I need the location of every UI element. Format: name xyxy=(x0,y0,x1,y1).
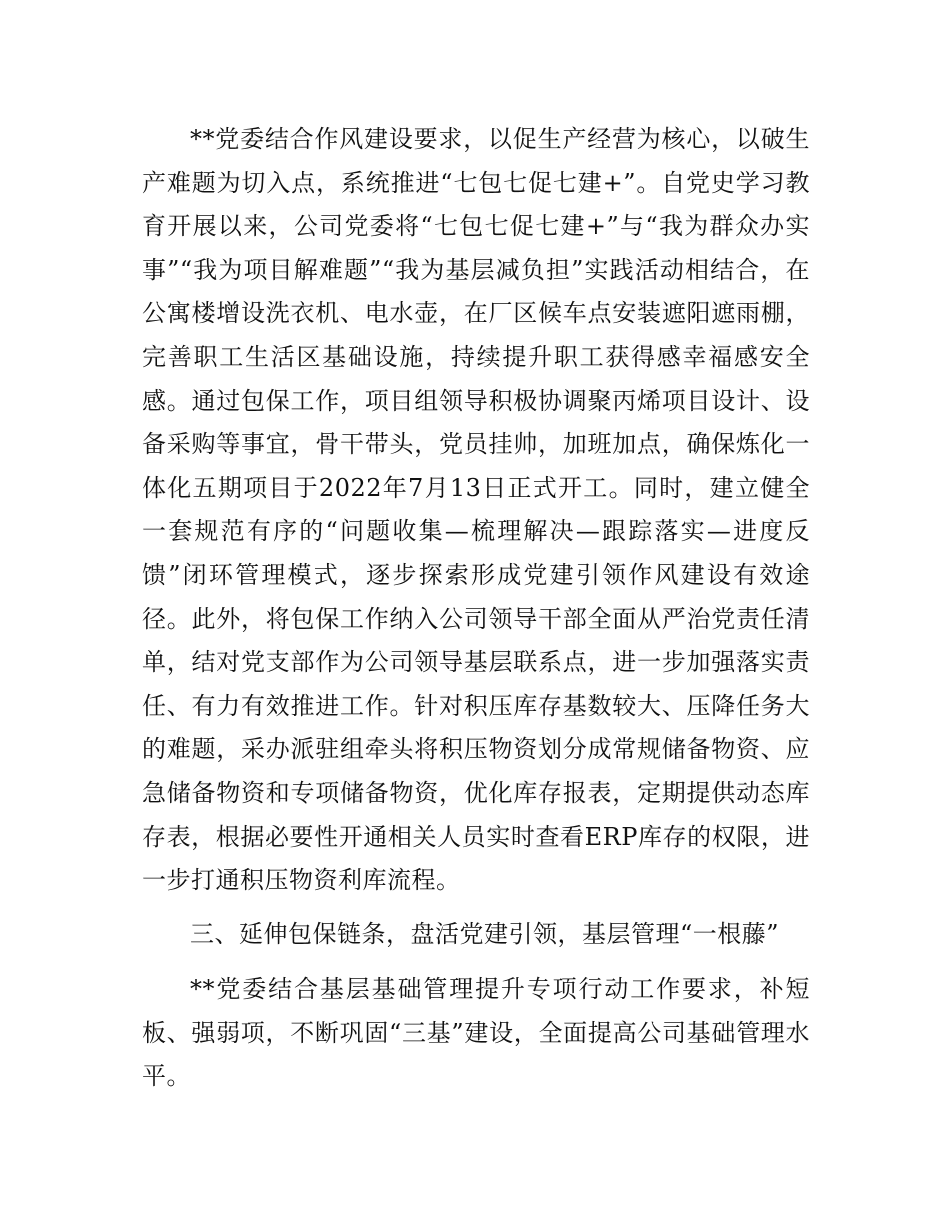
body-paragraph-grassroots-management: **党委结合基层基础管理提升专项行动工作要求，补短板、强弱项，不断巩固“三基”建设，全面提高公司基础管理水平。 xyxy=(142,975,810,1091)
body-paragraph-work-style: **党委结合作风建设要求，以促生产经营为核心，以破生产难题为切入点，系统推进“七包七促七建+”。自党史学习教育开展以来，公司党委将“七包七促七建+”与“我为群众办实事”“我为项目解难题”“我为基层减负担”实践活动相结合，在公寓楼增设洗衣机、电水壶，在厂区候车点安装遮阳遮雨棚，完善职工生活区基础设施，持续提升职工获得感幸福感安全感。通过包保工作，项目组领导积极协调聚丙烯项目设计、设备采购等事宜，骨干带头，党员挂帅，加班加点，确保炼化一体化五期项目于2022年7月13日正式开工。同时，建立健全一套规范有序的“问题收集—梳理解决—跟踪落实—进度反馈”闭环管理模式，逐步探索形成党建引领作风建设有效途径。此外，将包保工作纳入公司领导干部全面从严治党责任清单，结对党支部作为公司领导基层联系点，进一步加强落实责任、有力有效推进工作。针对积压库存基数较大、压降任务大的难题，采办派驻组牵头将积压物资划分成常规储备物资、应急储备物资和专项储备物资，优化库存报表，定期提供动态库存表，根据必要性开通相关人员实时查看ERP库存的权限，进一步打通积压物资利库流程。 xyxy=(142,125,810,895)
document-body xyxy=(142,118,810,1099)
section-heading-three: 三、延伸包保链条，盘活党建引领，基层管理“一根藤” xyxy=(190,919,780,948)
